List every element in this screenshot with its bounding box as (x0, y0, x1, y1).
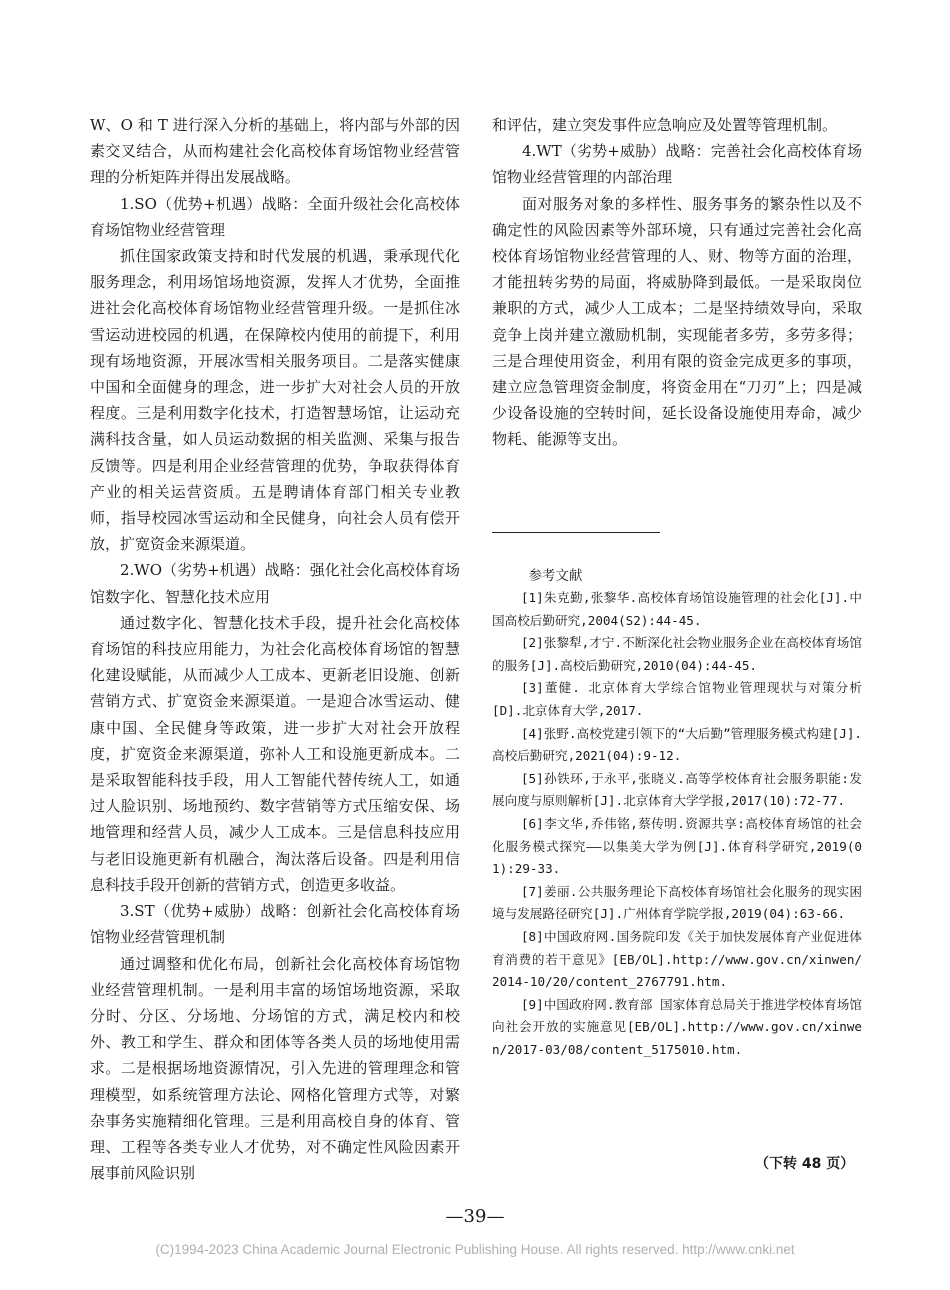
references-list (492, 587, 862, 1061)
reference-item: [7]姜丽.公共服务理论下高校体育场馆社会化服务的现实困境与发展路径研究[J].广州体育学院学报,2019(04):63-66. (492, 883, 862, 922)
copyright-footer: (C)1994-2023 China Academic Journal Electronic Publishing House. All rights reserved. http://www.cnki.net (155, 1242, 795, 1257)
continued-paragraph: W、O 和 T 进行深入分析的基础上，将内部与外部的因素交叉结合，从而构建社会化高校体育场馆物业经营管理的分析矩阵并得出发展战略。 (90, 116, 460, 187)
right-column (492, 112, 862, 453)
reference-item: [4]张野.高校党建引领下的“大后勤”管理服务模式构建[J].高校后勤研究,2021(04):9-12. (492, 725, 862, 764)
section-heading: 4.WT（劣势+威胁）战略：完善社会化高校体育场馆物业经营管理的内部治理 (492, 142, 862, 187)
body-paragraph: 面对服务对象的多样性、服务事务的繁杂性以及不确定性的风险因素等外部环境，只有通过完善社会化高校体育场馆物业经营管理的人、财、物等方面的治理，才能扭转劣势的局面，将威胁降到最低。一是采取岗位兼职的方式，减少人工成本；二是坚持绩效导向，采取竞争上岗并建立激励机制，实现能者多劳，多劳多得；三是合理使用资金，利用有限的资金完成更多的事项，建立应急管理资金制度，将资金用在“刀刃”上；四是减少设备设施的空转时间，延长设备设施使用寿命，减少物耗、能源等支出。 (492, 194, 862, 449)
reference-item: [3]董健. 北京体育大学综合馆物业管理现状与对策分析[D].北京体育大学,2017. (492, 680, 862, 718)
body-paragraph: 通过数字化、智慧化技术手段，提升社会化高校体育场馆的科技应用能力，为社会化高校体育场馆的智慧化建设赋能，从而减少人工成本、更新老旧设施、创新营销方式、扩宽资金来源渠道。一是迎合冰雪运动、健康中国、全民健身等政策，进一步扩大对社会开放程度，扩宽资金来源渠道，弥补人工和设施更新成本。二是采取智能科技手段，用人工智能代替传统人工，如通过人脸识别、场地预约、数字营销等方式压缩安保、场地管理和经营人员，减少人工成本。三是信息科技应用与老旧设施更新有机融合，淘汰落后设备。四是利用信息科技手段开创新的营销方式，创造更多收益。 (90, 613, 460, 894)
reference-item: [9]中国政府网.教育部 国家体育总局关于推进学校体育场馆向社会开放的实施意见[EB/OL].http://www.gov.cn/xinwen/2017-03/08/content_5175010.htm. (492, 996, 862, 1057)
reference-item: [8]中国政府网.国务院印发《关于加快发展体育产业促进体育消费的若干意见》[EB/OL].http://www.gov.cn/xinwen/2014-10/20/content_2767791.htm. (492, 928, 862, 990)
body-paragraph: 抓住国家政策支持和时代发展的机遇，秉承现代化服务理念，利用场馆场地资源，发挥人才优势，全面推进社会化高校体育场馆物业经营管理升级。一是抓住冰雪运动进校园的机遇，在保障校内使用的前提下，利用现有场地资源，开展冰雪相关服务项目。二是落实健康中国和全面健身的理念，进一步扩大对社会人员的开放程度。三是利用数字化技术，打造智慧场馆，让运动充满科技含量，如人员运动数据的相关监测、采集与报告反馈等。四是利用企业经营管理的优势，争取获得体育产业的相关运营资质。五是聘请体育部门相关专业教师，指导校园冰雪运动和全民健身，向社会人员有偿开放，扩宽资金来源渠道。 (90, 247, 460, 554)
reference-item: [2]张黎犁,才宁.不断深化社会物业服务企业在高校体育场馆的服务[J].高校后勤研究,2010(04):44-45. (492, 635, 862, 673)
section-heading: 3.ST（优势+威胁）战略：创新社会化高校体育场馆物业经营管理机制 (90, 902, 460, 947)
page-number: —39— (445, 1206, 505, 1227)
references-divider (492, 532, 660, 533)
section-heading: 2.WO（劣势+机遇）战略：强化社会化高校体育场馆数字化、智慧化技术应用 (90, 561, 460, 606)
section-heading: 1.SO（优势+机遇）战略：全面升级社会化高校体育场馆物业经营管理 (90, 194, 460, 239)
references-title: 参考文献 (528, 568, 583, 584)
reference-item: [5]孙铁环,于永平,张晓义.高等学校体育社会服务职能:发展向度与原则解析[J].北京体育大学学报,2017(10):72-77. (492, 770, 862, 809)
left-column (90, 112, 460, 1186)
body-paragraph: 通过调整和优化布局，创新社会化高校体育场馆物业经营管理机制。一是利用丰富的场馆场地资源，采取分时、分区、分场地、分场馆的方式，满足校内和校外、教工和学生、群众和团体等各类人员的场地使用需求。二是根据场地资源情况，引入先进的管理理念和管理模型，如系统管理方法论、网格化管理方式等，对繁杂事务实施精细化管理。三是利用高校自身的体育、管理、工程等各类专业人才优势，对不确定性风险因素开展事前风险识别 (90, 954, 460, 1183)
reference-item: [6]李文华,乔伟铭,蔡传明.资源共享:高校体育场馆的社会化服务模式探究——以集美大学为例[J].体育科学研究,2019(01):29-33. (492, 815, 862, 877)
references-section (492, 565, 862, 1061)
continued-paragraph: 和评估，建立突发事件应急响应及处置等管理机制。 (492, 116, 838, 134)
reference-item: [1]朱克勤,张黎华.高校体育场馆设施管理的社会化[J].中国高校后勤研究,2004(S2):44-45. (492, 590, 862, 628)
continued-note: （下转 48 页） (755, 1156, 855, 1172)
